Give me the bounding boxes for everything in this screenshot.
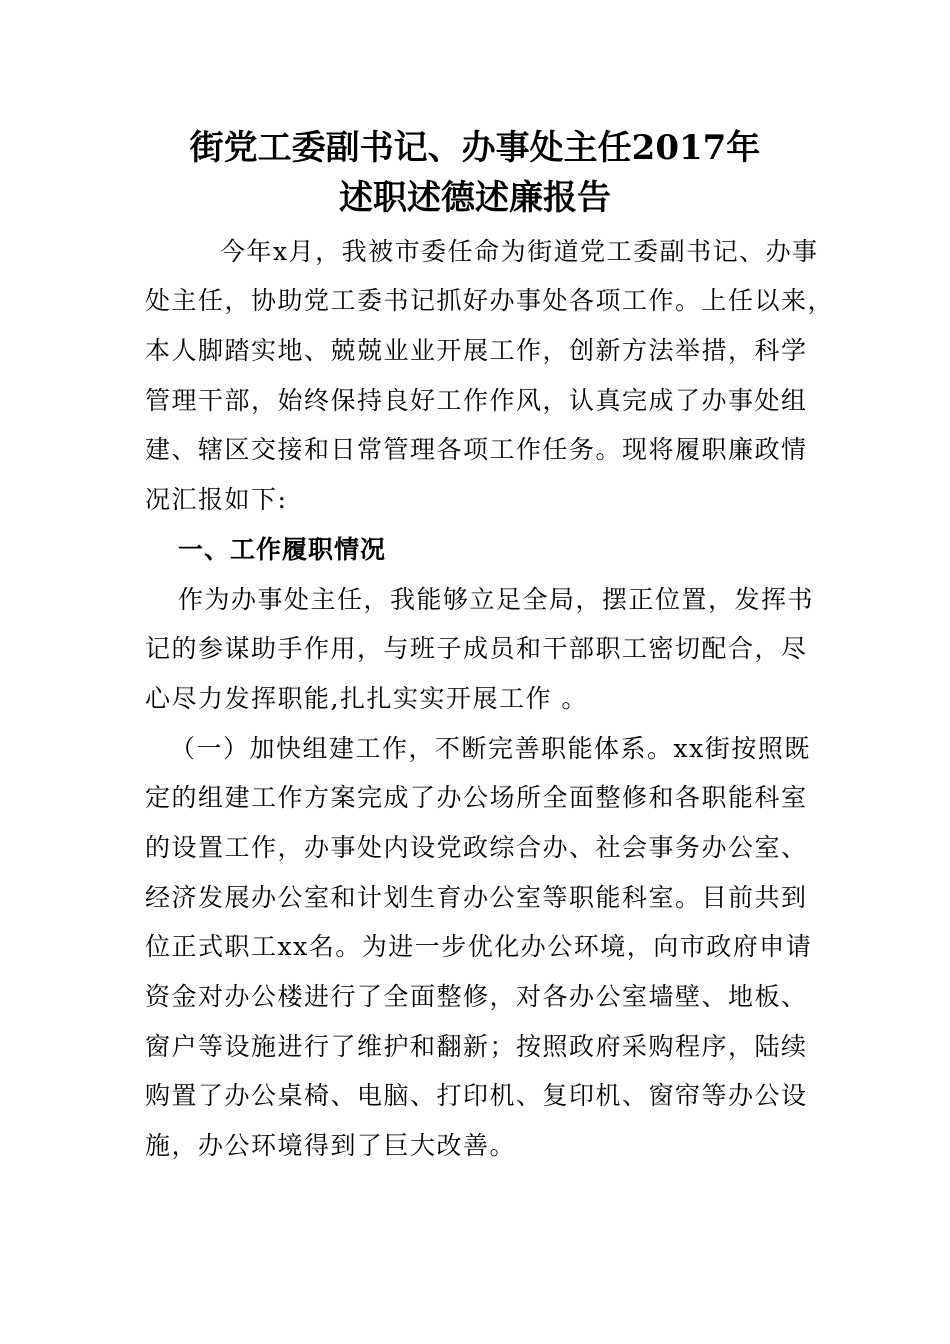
section-1-heading: 一、工作履职情况: [178, 535, 387, 564]
paragraph-3-line-6: 资金对办公楼进行了全面整修，对各办公室墙壁、地板、: [145, 982, 808, 1011]
paragraph-3-line-4: 经济发展办公室和计划生育办公室等职能科室。目前共到: [145, 883, 808, 912]
paragraph-2-line-2: 记的参谋助手作用，与班子成员和干部职工密切配合，尽: [145, 634, 808, 663]
paragraph-1-line-4: 管理干部，始终保持良好工作作风，认真完成了办事处组: [145, 386, 808, 415]
paragraph-2-line-1: 作为办事处主任，我能够立足全局，摆正位置，发挥书: [178, 585, 815, 614]
paragraph-3-line-1: （一）加快组建工作，不断完善职能体系。xx街按照既: [170, 734, 811, 763]
paragraph-1-line-6: 况汇报如下:: [145, 485, 288, 514]
paragraph-3-line-7: 窗户等设施进行了维护和翻新；按照政府采购程序，陆续: [145, 1032, 808, 1061]
document-title-line-2: 述职述德述廉报告: [339, 178, 611, 218]
paragraph-2-line-3: 心尽力发挥职能,扎扎实实开展工作 。: [145, 684, 588, 713]
document-title-line-1: 街党工委副书记、办事处主任2017年: [189, 128, 761, 168]
paragraph-1-line-5: 建、辖区交接和日常管理各项工作任务。现将履职廉政情: [145, 435, 808, 464]
paragraph-3-line-8: 购置了办公桌椅、电脑、打印机、复印机、窗帘等办公设: [145, 1081, 808, 1110]
paragraph-3-line-3: 的设置工作，办事处内设党政综合办、社会事务办公室、: [145, 833, 808, 862]
paragraph-3-line-2: 定的组建工作方案完成了办公场所全面整修和各职能科室: [145, 783, 808, 812]
paragraph-1-line-1: 今年x月，我被市委任命为街道党工委副书记、办事: [220, 237, 819, 266]
paragraph-1-line-3: 本人脚踏实地、兢兢业业开展工作，创新方法举措，科学: [145, 336, 808, 365]
paragraph-3-line-5: 位正式职工xx名。为进一步优化办公环境，向市政府申请: [145, 932, 813, 961]
paragraph-1-line-2: 处主任，协助党工委书记抓好办事处各项工作。上任以来，: [145, 286, 835, 315]
paragraph-3-line-9: 施，办公环境得到了巨大改善。: [145, 1131, 517, 1160]
